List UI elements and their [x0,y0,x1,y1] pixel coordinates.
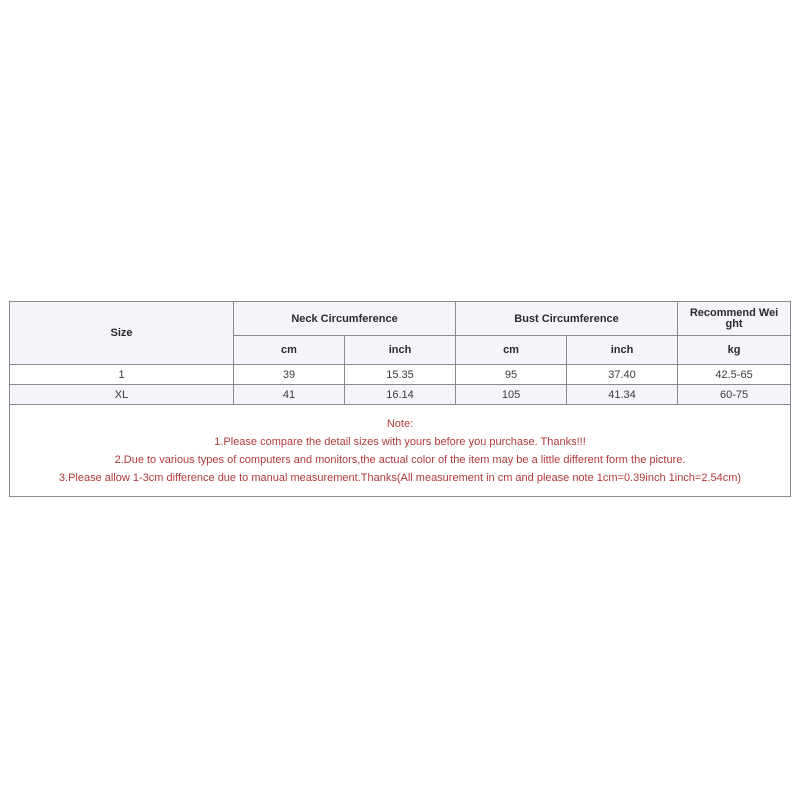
bust-inch-cell: 37.40 [567,365,678,385]
bust-cm-unit: cm [456,336,567,365]
bust-circumference-header: Bust Circumference [456,302,678,336]
size-chart-table [9,301,791,497]
weight-kg-unit: kg [678,336,791,365]
note-title: Note: [386,417,414,430]
recommend-weight-header [678,302,791,336]
neck-inch-unit: inch [345,336,456,365]
note-line-2: 2.Due to various types of computers and monitors,the actual color of the item may be a little different form the picture. [114,453,686,466]
neck-inch-cell: 16.14 [345,385,456,405]
neck-cm-cell: 41 [234,385,345,405]
note-line-3: 3.Please allow 1-3cm difference due to manual measurement.Thanks(All measurement in cm and please note 1cm=0.39inch 1inch=2.54cm) [58,471,742,484]
neck-cm-cell: 39 [234,365,345,385]
size-cell: 1 [10,365,234,385]
neck-inch-cell: 15.35 [345,365,456,385]
recommend-weight-header-line2: ght [725,317,743,330]
recommend-weight-header-line1: Recommend Wei [689,306,779,319]
note-line-1: 1.Please compare the detail sizes with yours before you purchase. Thanks!!! [214,435,586,448]
weight-cell: 60-75 [678,385,791,405]
bust-inch-unit: inch [567,336,678,365]
neck-circumference-header: Neck Circumference [234,302,456,336]
header-row-1 [10,302,791,336]
size-header: Size [10,302,234,365]
weight-cell: 42.5-65 [678,365,791,385]
notes-row [10,405,791,497]
bust-inch-cell: 41.34 [567,385,678,405]
notes-cell [10,405,791,497]
size-cell: XL [10,385,234,405]
neck-cm-unit: cm [234,336,345,365]
bust-cm-cell: 95 [456,365,567,385]
table-row [10,365,791,385]
table-row [10,385,791,405]
bust-cm-cell: 105 [456,385,567,405]
